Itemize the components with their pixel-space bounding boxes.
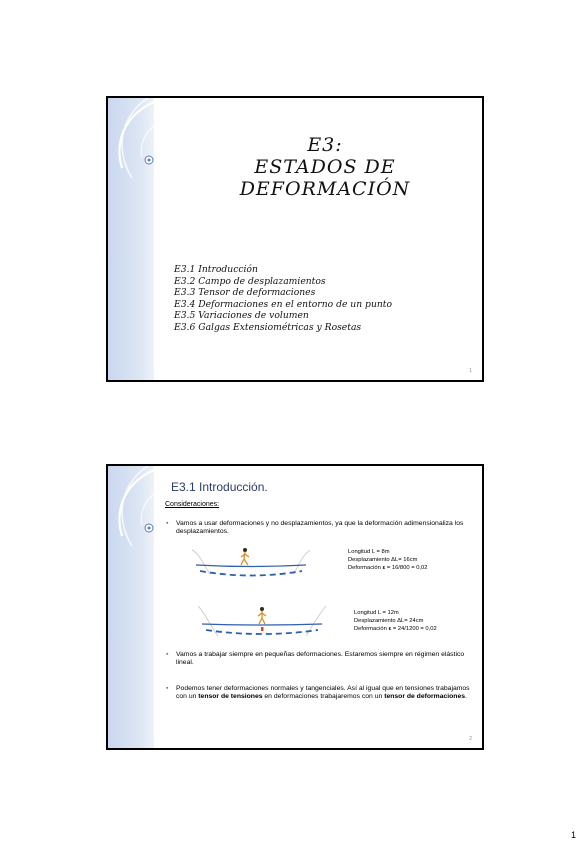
title-line: DEFORMACIÓN <box>239 178 411 200</box>
figure-2-info <box>354 609 437 634</box>
bridge-figure-2 <box>192 602 332 648</box>
length-text: Longitud L = 8m <box>348 549 390 555</box>
bullet-text: Vamos a usar deformaciones y no desplazamientos, ya que la deformación adimensionaliza los desplazamientos. <box>176 520 464 536</box>
slide-1 <box>106 96 484 382</box>
bullet-icon: ▪ <box>166 520 169 527</box>
title-line: E3: <box>307 134 343 156</box>
length-text: Longitud L = 12m <box>354 610 399 616</box>
bullet-icon: ▪ <box>166 685 169 692</box>
slide-number: 1 <box>469 368 472 374</box>
section-heading: Consideraciones: <box>165 501 220 508</box>
strain-text: Deformación ε = 16/800 = 0,02 <box>348 565 428 572</box>
bridge-figure-1 <box>186 544 316 588</box>
person-head-icon <box>243 548 247 552</box>
slide-number: 2 <box>469 736 472 742</box>
bullet-item <box>166 520 474 537</box>
toc-item: E3.3 Tensor de deformaciones <box>174 287 316 299</box>
slide-title <box>168 134 482 200</box>
bullet-icon: ▪ <box>166 651 169 658</box>
slide-title: E3.1 Introducción. <box>171 480 268 494</box>
person-head-icon <box>260 607 264 611</box>
table-of-contents <box>174 264 392 334</box>
page-number: 1 <box>570 830 576 840</box>
strain-text: Deformación ε = 24/1200 = 0,02 <box>354 626 437 633</box>
figure-1-info <box>348 548 427 573</box>
toc-item: E3.2 Campo de desplazamientos <box>174 275 326 287</box>
toc-item: E3.6 Galgas Extensiométricas y Rosetas <box>174 321 362 333</box>
bullet-item <box>166 685 474 702</box>
bullet-item <box>166 651 474 668</box>
walking-person-icon <box>241 552 249 565</box>
displacement-text: Desplazamiento ΔL= 16cm <box>348 557 418 564</box>
slide-2 <box>106 464 484 750</box>
toc-item: E3.4 Deformaciones en el entorno de un punto <box>174 298 393 310</box>
toc-item: E3.5 Variaciones de volumen <box>174 310 309 322</box>
displacement-text: Desplazamiento ΔL= 24cm <box>354 618 424 625</box>
walking-person-icon <box>258 611 266 624</box>
title-line: ESTADOS DE <box>254 156 396 178</box>
bullet-text: Vamos a trabajar siempre en pequeñas deformaciones. Estaremos siempre en régimen elástico lineal. <box>176 651 465 667</box>
bullet-text: Podemos tener deformaciones normales y tangenciales. Así al igual que en tensiones trabajamos con un tensor de tensiones en deformaciones trabajaremos con un tensor de deformaciones. <box>176 685 470 701</box>
toc-item: E3.1 Introducción <box>174 264 258 275</box>
